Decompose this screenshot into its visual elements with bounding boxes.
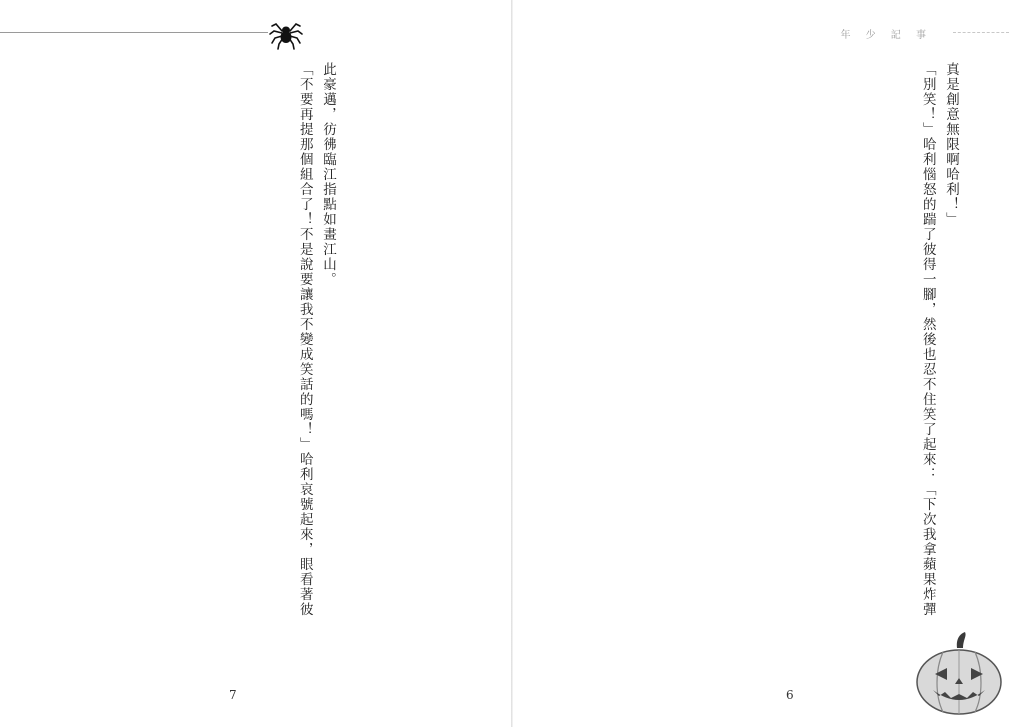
right-page bbox=[513, 0, 1024, 727]
running-header: 年 少 記 事 bbox=[840, 30, 932, 41]
spider-icon bbox=[268, 16, 304, 52]
page-number-left: 7 bbox=[229, 688, 237, 702]
page-number-right: 6 bbox=[786, 688, 794, 702]
left-page bbox=[0, 0, 511, 727]
right-page-text bbox=[582, 62, 962, 622]
header-dotted-rule bbox=[953, 32, 1009, 33]
paragraph: 此豪邁，彷彿臨江指點如畫江山。 bbox=[320, 62, 336, 287]
top-rule bbox=[0, 32, 268, 33]
paragraph: 真是創意無限啊哈利！」 bbox=[943, 62, 959, 227]
jack-o-lantern-icon bbox=[913, 630, 1005, 718]
paragraph: 「不要再提那個組合了！不是說要讓我不變成笑話的嗎！」哈利哀號起來，眼看著彼 bbox=[296, 62, 313, 617]
paragraph: 「別笑！」哈利惱怒的踹了彼得一腳，然後也忍不住笑了起來：「下次我拿蘋果炸彈 bbox=[919, 62, 936, 617]
left-page-text bbox=[79, 62, 339, 622]
